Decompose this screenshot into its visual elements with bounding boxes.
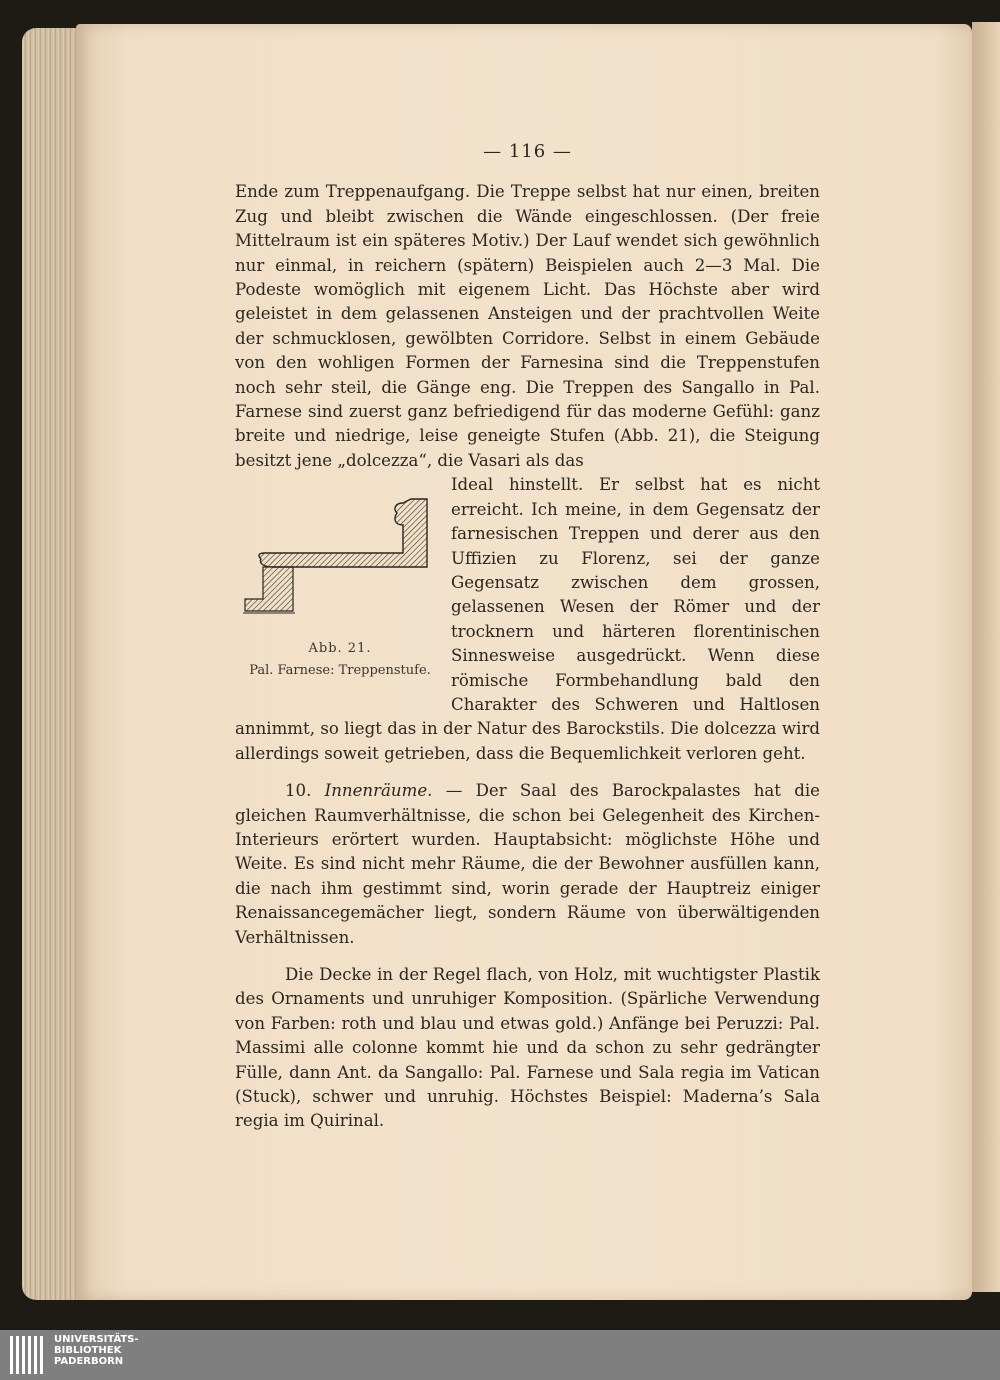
page-text	[235, 140, 820, 1134]
library-logo-icon	[10, 1336, 46, 1374]
library-name-line1: UNIVERSITÄTS-	[54, 1334, 139, 1345]
paragraph-interiors	[235, 779, 820, 950]
library-name-line3: PADERBORN	[54, 1356, 124, 1367]
section-body: — Der Saal des Barockpalastes hat die gleichen Raumverhältnisse, die schon bei Gelegenheit des Kirchen-Interieurs erörtert wurden. Hauptabsicht: möglichste Höhe und Weite. Es sind nicht mehr Räume, die der Bewohner ausfüllen kann, die nach ihm gestimmt sind, worin gerade der Hauptreiz einiger Renaissancegemächer liegt, sondern Räume von überwältigenden Verhältnissen.	[235, 781, 820, 947]
figure-label: Abb. 21.	[308, 641, 372, 657]
stair-step-profile-drawing	[243, 495, 433, 625]
adjacent-page-edge	[972, 22, 1000, 1292]
paragraph-stairs-intro: Ende zum Treppenaufgang. Die Treppe selbst hat nur einen, breiten Zug und bleibt zwischen die Wände eingeschlossen. (Der freie Mittelraum ist ein späteres Motiv.) Der Lauf wendet sich gewöhnlich nur einmal, in reichern (spätern) Beispielen auch 2—3 Mal. Die Podeste womöglich mit eigenem Licht. Das Höchste aber wird geleistet in dem gelassenen Ansteigen und der prachtvollen Weite der schmucklosen, gewölbten Corridore. Selbst in einem Gebäude von den wohligen Formen der Farnesina sind die Treppenstufen noch sehr steil, die Gänge eng. Die Treppen des Sangallo in Pal. Farnese sind zuerst ganz befriedigend für das moderne Gefühl: ganz breite und niedrige, leise geneigte Stufen (Abb. 21), die Steigung besitzt jene „dolcezza“, die Vasari als das	[235, 182, 820, 470]
paragraph-ceiling: Die Decke in der Regel flach, von Holz, mit wuchtigster Plastik des Ornaments und unruhiger Komposition. (Spärliche Verwendung von Farben: roth und blau und etwas gold.) Anfänge bei Peruzzi: Pal. Massimi alle colonne kommt hie und da schon zu sehr gedrängter Fülle, dann Ant. da Sangallo: Pal. Farnese und Sala regia im Vatican (Stuck), schwer und unruhig. Höchstes Beispiel: Maderna’s Sala regia im Quirinal.	[235, 965, 820, 1131]
section-number: 10.	[285, 781, 312, 801]
library-name	[54, 1334, 139, 1367]
library-name-line2: BIBLIOTHEK	[54, 1345, 122, 1356]
section-heading: Innenräume.	[324, 781, 433, 801]
paragraph-stairs-continued: Ideal hinstellt. Er selbst hat es nicht erreicht. Ich meine, in dem Gegensatz der farnesischen Treppen und derer aus den Uffizien zu Florenz, sei der ganze Gegensatz zwischen dem grossen, gelassenen Wesen der Römer und der trocknern und härteren florentinischen Sinnesweise ausgedrückt. Wenn diese römische Formbehandlung bald den Charakter des Schweren und Haltlosen annimmt, so liegt das in der Natur des Barockstils. Die dolcezza wird allerdings soweit getrieben, dass die Bequemlichkeit verloren geht.	[235, 475, 820, 763]
figure-stair-step	[235, 495, 445, 703]
figure-caption: Pal. Farnese: Treppenstufe.	[249, 663, 431, 679]
library-footer-bar	[0, 1330, 1000, 1380]
page-number: — 116 —	[483, 141, 572, 162]
